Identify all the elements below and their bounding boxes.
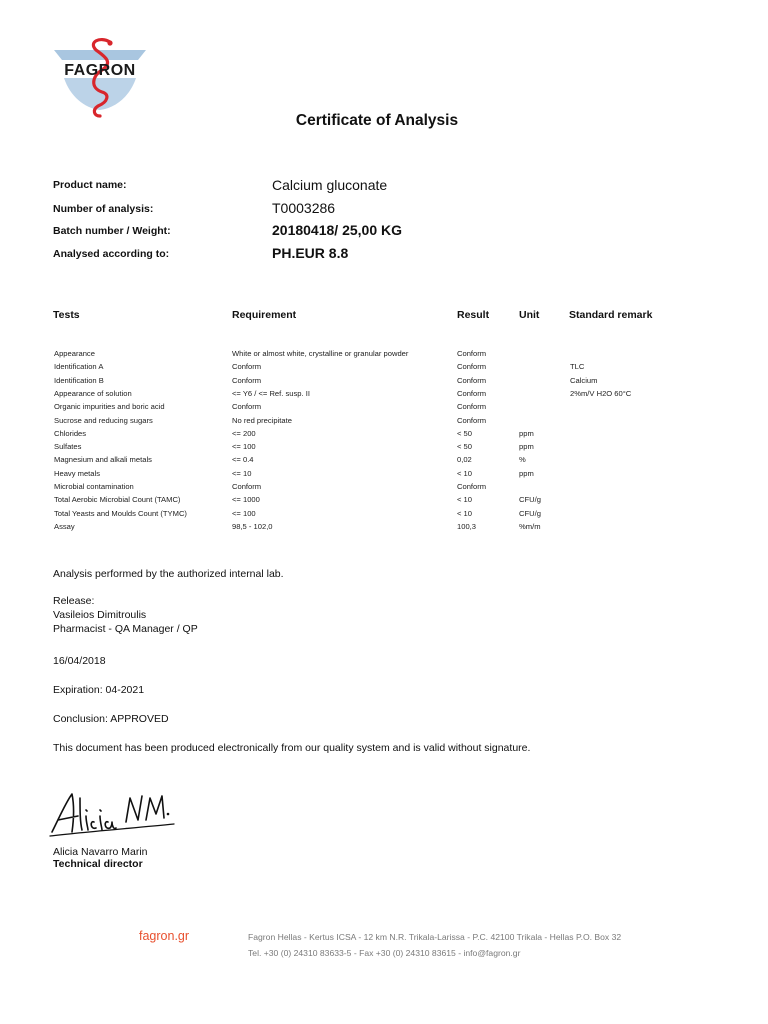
release-date: 16/04/2018 xyxy=(53,655,106,667)
test-cell: Total Yeasts and Moulds Count (TYMC) xyxy=(54,508,187,518)
test-cell: Organic impurities and boric acid xyxy=(54,402,165,412)
table-row xyxy=(0,389,768,402)
requirement-cell: Conform xyxy=(232,402,262,412)
analysis-number-label: Number of analysis: xyxy=(53,203,154,215)
requirement-cell: <= 100 xyxy=(232,442,256,452)
according-label: Analysed according to: xyxy=(53,248,170,260)
requirement-cell: <= 0.4 xyxy=(232,455,254,465)
release-label: Release: xyxy=(53,595,95,607)
unit-cell: % xyxy=(519,455,526,465)
remark-cell: TLC xyxy=(570,362,585,372)
test-cell: Appearance xyxy=(54,349,95,358)
test-cell: Total Aerobic Microbial Count (TAMC) xyxy=(54,495,181,505)
release-name: Vasileios Dimitroulis xyxy=(53,609,147,621)
footer-address-line: Fagron Hellas - Kertus ICSA - 12 km N.R. Trikala-Larissa - P.C. 42100 Trikala - Hellas P.O. Box 32 xyxy=(248,932,622,942)
result-cell: Conform xyxy=(457,388,487,398)
table-row xyxy=(0,429,768,442)
release-role: Pharmacist - QA Manager / QP xyxy=(53,623,198,635)
result-cell: < 10 xyxy=(457,468,472,478)
product-name-label: Product name: xyxy=(53,179,127,191)
unit-cell: %m/m xyxy=(519,521,541,531)
table-row xyxy=(0,455,768,468)
document-title: Certificate of Analysis xyxy=(295,112,459,129)
batch-value: 20180418/ 25,00 KG xyxy=(272,222,402,238)
result-cell: Conform xyxy=(457,415,487,425)
requirement-cell: 98,5 - 102,0 xyxy=(232,521,273,531)
result-cell: < 50 xyxy=(457,442,472,452)
table-row xyxy=(0,509,768,522)
test-cell: Heavy metals xyxy=(54,468,101,478)
header-result: Result xyxy=(457,309,490,321)
test-cell: Appearance of solution xyxy=(54,388,132,398)
lab-note: Analysis performed by the authorized internal lab. xyxy=(53,568,284,580)
conclusion: Conclusion: APPROVED xyxy=(53,713,169,725)
table-row xyxy=(0,522,768,535)
remark-cell: Calcium xyxy=(570,375,598,385)
requirement-cell: <= 100 xyxy=(232,508,256,518)
footer-contact-line: Tel. +30 (0) 24310 83633-5 - Fax +30 (0) 24310 83615 - info@fagron.gr xyxy=(248,947,521,958)
result-cell: < 10 xyxy=(457,508,472,518)
result-cell: Conform xyxy=(457,362,487,372)
table-row xyxy=(0,442,768,455)
result-cell: Conform xyxy=(457,482,487,491)
result-cell: < 10 xyxy=(457,495,472,505)
requirement-cell: <= 1000 xyxy=(232,495,260,505)
test-cell: Assay xyxy=(54,521,75,531)
signature-icon xyxy=(44,786,184,848)
analysis-number-value: T0003286 xyxy=(272,200,336,216)
unit-cell: ppm xyxy=(519,428,534,438)
header-requirement: Requirement xyxy=(232,309,297,321)
footer-address xyxy=(248,930,621,961)
test-cell: Microbial contamination xyxy=(54,482,134,491)
table-row xyxy=(0,362,768,375)
test-cell: Sucrose and reducing sugars xyxy=(54,415,153,425)
signatory-name: Alicia Navarro Marin xyxy=(53,846,148,858)
signatory-role: Technical director xyxy=(53,858,143,870)
test-cell: Magnesium and alkali metals xyxy=(54,455,152,465)
table-row xyxy=(0,469,768,482)
result-cell: 100,3 xyxy=(457,521,477,531)
table-row xyxy=(0,482,768,495)
result-cell: Conform xyxy=(457,375,487,385)
test-cell: Sulfates xyxy=(54,442,82,452)
table-row xyxy=(0,416,768,429)
remark-cell: 2%m/V H2O 60°C xyxy=(570,388,632,398)
requirement-cell: No red precipitate xyxy=(232,415,292,425)
requirement-cell: <= Y6 / <= Ref. susp. II xyxy=(232,388,310,398)
handwritten-signature xyxy=(44,786,184,848)
product-name-value: Calcium gluconate xyxy=(272,177,388,193)
test-cell: Identification A xyxy=(54,362,104,372)
table-row xyxy=(0,495,768,508)
fagron-logo xyxy=(52,36,148,118)
unit-cell: CFU/g xyxy=(519,495,541,505)
table-row xyxy=(0,349,768,362)
header-standard-remark: Standard remark xyxy=(569,309,653,321)
test-cell: Chlorides xyxy=(54,428,87,438)
requirement-cell: Conform xyxy=(232,482,262,491)
header-unit: Unit xyxy=(519,309,540,321)
requirement-cell: Conform xyxy=(232,375,262,385)
according-value: PH.EUR 8.8 xyxy=(272,245,349,261)
logo-text: FAGRON xyxy=(64,62,136,79)
requirement-cell: Conform xyxy=(232,362,262,372)
requirement-cell: <= 10 xyxy=(232,468,252,478)
unit-cell: ppm xyxy=(519,468,534,478)
footer-website-link[interactable]: fagron.gr xyxy=(139,929,190,943)
test-cell: Identification B xyxy=(54,375,104,385)
disclaimer: This document has been produced electronically from our quality system and is valid without signature. xyxy=(53,742,531,754)
result-cell: Conform xyxy=(457,402,487,412)
result-cell: Conform xyxy=(457,349,487,358)
requirement-cell: White or almost white, crystalline or granular powder xyxy=(232,349,409,358)
table-row xyxy=(0,402,768,415)
table-row xyxy=(0,376,768,389)
batch-label: Batch number / Weight: xyxy=(53,225,171,237)
header-tests: Tests xyxy=(53,309,80,321)
expiration-date: Expiration: 04-2021 xyxy=(53,684,145,696)
unit-cell: ppm xyxy=(519,442,534,452)
requirement-cell: <= 200 xyxy=(232,428,256,438)
result-cell: < 50 xyxy=(457,428,472,438)
unit-cell: CFU/g xyxy=(519,508,541,518)
result-cell: 0,02 xyxy=(457,455,472,465)
